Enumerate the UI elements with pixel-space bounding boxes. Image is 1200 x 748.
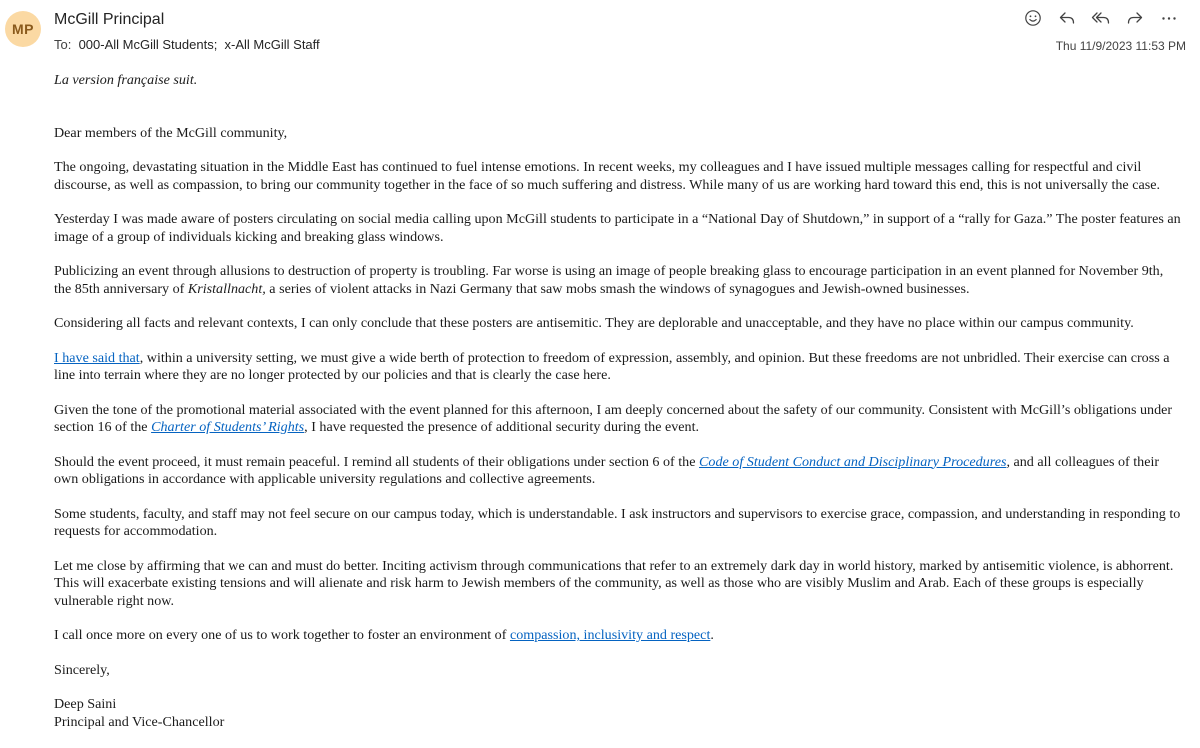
paragraph-5: [54, 350, 1182, 385]
paragraph-3-text-a: Publicizing an event through allusions to destruction of property is troubling. Far worse is using an image of people breaking glass to encourage participation in an event planned for November 9th, the 85th anniversary of: [54, 263, 1164, 297]
paragraph-7-text-b: , and all colleagues of their own obligations in accordance with applicable university regulations and collective agreements.: [54, 453, 1160, 487]
signature-name: Deep Saini: [54, 696, 117, 712]
sender-name[interactable]: McGill Principal: [54, 11, 165, 28]
signature-title: Principal and Vice-Chancellor: [54, 713, 225, 730]
emoji-icon[interactable]: [1016, 7, 1050, 29]
paragraph-8: Some students, faculty, and staff may not feel secure on our campus today, which is understandable. I ask instructors and supervisors to exercise grace, compassion, and understanding in responding to requests for accommodation.: [54, 505, 1181, 539]
paragraph-9: Let me close by affirming that we can and must do better. Inciting activism through communications that refer to an extremely dark day in world history, marked by antisemitic violence, is abhorrent. This will exacerbate existing tensions and will alienate and risk harm to Jewish members of the community, as well as those who are visibly Muslim and Arab. Each of these groups is especially vulnerable right now.: [54, 557, 1174, 609]
more-icon[interactable]: [1152, 7, 1186, 29]
forward-icon[interactable]: [1118, 7, 1152, 29]
paragraph-4: Considering all facts and relevant contexts, I can only conclude that these posters are antisemitic. They are deplorable and unacceptable, and they have no place within our campus community.: [54, 315, 1134, 331]
recipient-staff[interactable]: x-All McGill Staff: [224, 37, 320, 52]
paragraph-6-text-b: , I have requested the presence of additional security during the event.: [304, 419, 700, 435]
avatar[interactable]: MP: [5, 11, 41, 47]
paragraph-1: The ongoing, devastating situation in the Middle East has continued to fuel intense emotions. In recent weeks, my colleagues and I have issued multiple messages calling for respectful and civil discourse, as well as compassion, to bring our community together in the face of so much suffering and distress. While many of us are working hard toward this end, this is not universally the case.: [54, 159, 1160, 193]
french-version-note: La version française suit.: [54, 72, 198, 88]
paragraph-7-text-a: Should the event proceed, it must remain peaceful. I remind all students of their obligations under section 6 of the: [54, 453, 700, 470]
email-body: [54, 72, 1182, 748]
recipients-line: [54, 37, 320, 52]
closing: Sincerely,: [54, 661, 110, 678]
compassion-inclusivity-respect-link[interactable]: compassion, inclusivity and respect: [509, 627, 711, 643]
charter-of-students-rights-link[interactable]: Charter of Students’ Rights: [151, 419, 305, 435]
reply-icon[interactable]: [1050, 7, 1084, 29]
reply-all-icon[interactable]: [1084, 7, 1118, 29]
recipient-students[interactable]: 000-All McGill Students;: [78, 37, 218, 52]
sent-timestamp: Thu 11/9/2023 11:53 PM: [1055, 39, 1186, 53]
paragraph-10: [54, 627, 1182, 645]
paragraph-6: [54, 402, 1182, 437]
paragraph-3-text-b: a series of violent attacks in Nazi Germany that saw mobs smash the windows of synagogues and Jewish-owned businesses.: [265, 280, 970, 297]
paragraph-2: Yesterday I was made aware of posters circulating on social media calling upon McGill students to participate in a “National Day of Shutdown,” in support of a “rally for Gaza.” The poster features an image of a group of individuals kicking and breaking glass windows.: [54, 211, 1181, 245]
paragraph-10-text-b: .: [710, 627, 714, 643]
to-label: To:: [54, 37, 72, 52]
kristallnacht-emphasis: Kristallnacht,: [187, 280, 266, 297]
i-have-said-that-link[interactable]: I have said that: [54, 349, 140, 366]
greeting: Dear members of the McGill community,: [54, 124, 288, 141]
code-of-student-conduct-link[interactable]: Code of Student Conduct and Disciplinary Procedures: [699, 453, 1007, 470]
paragraph-6-text-a: Given the tone of the promotional material associated with the event planned for this afternoon, I am deeply concerned about the safety of our community. Consistent with McGill’s obligations under section 16 of the: [54, 401, 1173, 435]
paragraph-7: [54, 454, 1182, 489]
paragraph-10-text-a: I call once more on every one of us to work together to foster an environment of: [54, 627, 510, 643]
signature: [54, 696, 1182, 731]
paragraph-3: [54, 263, 1182, 298]
paragraph-5-text: , within a university setting, we must give a wide berth of protection to freedom of expression, assembly, and opinion. But these freedoms are not unbridled. Their exercise can cross a line into terrain where they are no longer protected by our policies and that is clearly the case here.: [54, 349, 1170, 383]
message-toolbar: [1016, 7, 1186, 29]
